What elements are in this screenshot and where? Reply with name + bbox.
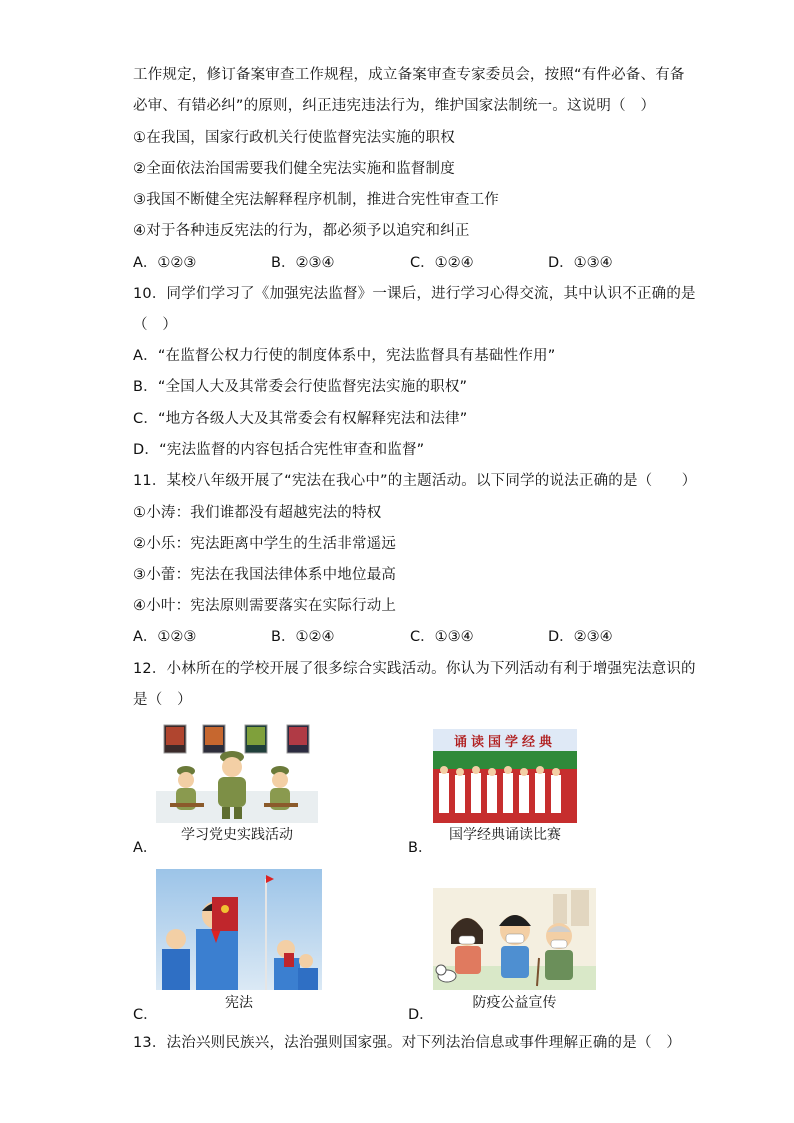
q12-stem-line-2: 是（ ） — [133, 692, 192, 708]
choice-a-letter[interactable]: A． — [133, 840, 158, 856]
choice-b-banner: 诵读国学经典 — [453, 735, 556, 750]
q11-option-a[interactable]: A．①②③ — [133, 629, 197, 645]
q11-option-c[interactable]: C．①③④ — [410, 629, 474, 645]
q9-option-b[interactable]: B．②③④ — [271, 255, 335, 271]
q10-stem-line-1: 10．同学们学习了《加强宪法监督》一课后，进行学习心得交流，其中认识不正确的是 — [133, 286, 696, 302]
q9-stem-line-2: 必审、有错必纠”的原则，纠正违宪违法行为，维护国家法制统一。这说明（ ） — [133, 98, 656, 114]
choice-c-image[interactable] — [156, 869, 322, 990]
choice-b-caption: 国学经典诵读比赛 — [449, 827, 561, 843]
q11-option-d[interactable]: D．②③④ — [548, 629, 613, 645]
q10-option-a[interactable]: A．“在监督公权力行使的制度体系中，宪法监督具有基础性作用” — [133, 348, 556, 364]
choice-a-caption: 学习党史实践活动 — [181, 827, 293, 843]
q12-stem-line-1: 12．小林所在的学校开展了很多综合实践活动。你认为下列活动有利于增强宪法意识的 — [133, 661, 696, 677]
choice-a-image[interactable] — [156, 723, 318, 823]
q9-option-c[interactable]: C．①②④ — [410, 255, 474, 271]
q11-item-2: ②小乐：宪法距离中学生的生活非常遥远 — [133, 536, 397, 552]
choice-c-letter[interactable]: C． — [133, 1007, 158, 1023]
choice-d-caption: 防疫公益宣传 — [472, 995, 557, 1011]
choice-c-caption: 宪法 — [225, 995, 253, 1011]
q9-option-a[interactable]: A．①②③ — [133, 255, 197, 271]
choice-b-image[interactable] — [433, 729, 577, 823]
q11-item-3: ③小蕾：宪法在我国法律体系中地位最高 — [133, 567, 397, 583]
q9-item-3: ③我国不断健全宪法解释程序机制，推进合宪性审查工作 — [133, 192, 499, 208]
choice-b-letter[interactable]: B． — [408, 840, 433, 856]
q9-item-2: ②全面依法治国需要我们健全宪法实施和监督制度 — [133, 161, 455, 177]
q10-stem-line-2: （ ） — [133, 317, 178, 333]
q13-stem: 13．法治兴则民族兴，法治强则国家强。对下列法治信息或事件理解正确的是（ ） — [133, 1035, 682, 1051]
q11-option-b[interactable]: B．①②④ — [271, 629, 335, 645]
q11-stem: 11．某校八年级开展了“宪法在我心中”的主题活动。以下同学的说法正确的是（ ） — [133, 473, 697, 489]
q10-option-c[interactable]: C．“地方各级人大及其常委会有权解释宪法和法律” — [133, 411, 468, 427]
choice-d-image[interactable] — [433, 888, 596, 990]
q10-option-d[interactable]: D．“宪法监督的内容包括合宪性审查和监督” — [133, 442, 425, 458]
choice-d-letter[interactable]: D． — [408, 1007, 434, 1023]
q9-option-d[interactable]: D．①③④ — [548, 255, 613, 271]
q9-item-4: ④对于各种违反宪法的行为，都必须予以追究和纠正 — [133, 223, 470, 239]
q11-item-1: ①小涛：我们谁都没有超越宪法的特权 — [133, 505, 382, 521]
q9-stem-line-1: 工作规定，修订备案审查工作规程，成立备案审查专家委员会，按照“有件必备、有备 — [133, 67, 685, 83]
q11-item-4: ④小叶：宪法原则需要落实在实际行动上 — [133, 598, 397, 614]
q9-item-1: ①在我国，国家行政机关行使监督宪法实施的职权 — [133, 130, 455, 146]
q10-option-b[interactable]: B．“全国人大及其常委会行使监督宪法实施的职权” — [133, 379, 468, 395]
